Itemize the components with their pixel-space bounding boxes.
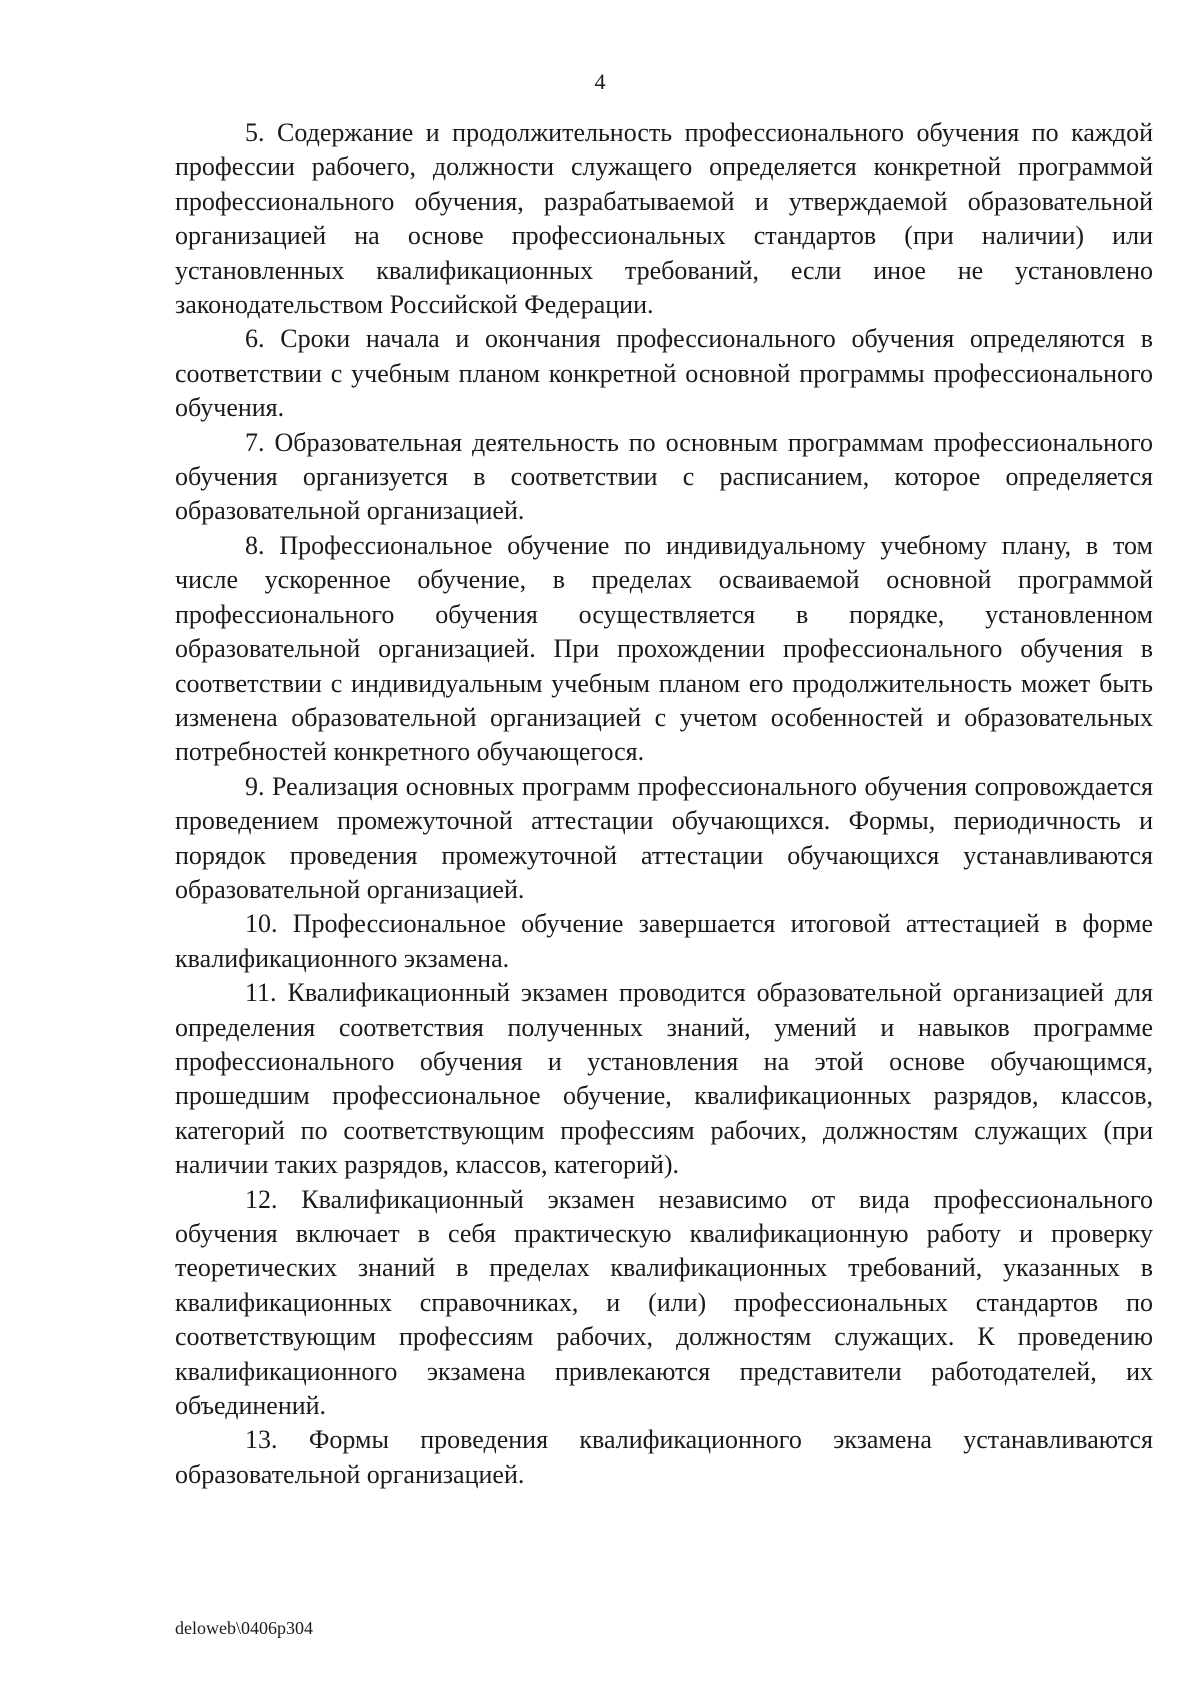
paragraph-12: 12. Квалификационный экзамен независимо от вида профессионального обучения включает в себя практическую квалификационную работу и проверку теоретических знаний в пределах квалификационных требований, указанных в квалификационных справочниках, и (или) профессиональных стандартов по соответствующим профессиям рабочих, должностям служащих. К проведению квалификационного экзамена привлекаются представители работодателей, их объединений. (175, 1184, 1153, 1421)
paragraph-13: 13. Формы проведения квалификационного экзамена устанавливаются образовательной организацией. (175, 1425, 1153, 1489)
paragraph-6: 6. Сроки начала и окончания профессионального обучения определяются в соответствии с учебным планом конкретной основной программы профессионального обучения. (175, 324, 1153, 423)
document-body (175, 116, 1153, 1492)
paragraph-7: 7. Образовательная деятельность по основным программам профессионального обучения организуется в соответствии с расписанием, которое определяется образовательной организацией. (175, 427, 1153, 526)
paragraph-11: 11. Квалификационный экзамен проводится образовательной организацией для определения соответствия полученных знаний, умений и навыков программе профессионального обучения и установления на этой основе обучающимся, прошедшим профессиональное обучение, квалификационных разрядов, классов, категорий по соответствующим профессиям рабочих, должностям служащих (при наличии таких разрядов, классов, категорий). (175, 978, 1153, 1180)
page-number: 4 (594, 69, 606, 94)
paragraph-5: 5. Содержание и продолжительность профессионального обучения по каждой профессии рабочего, должности служащего определяется конкретной программой профессионального обучения, разрабатываемой и утверждаемой образовательной организацией на основе профессиональных стандартов (при наличии) или установленных квалификационных требований, если иное не установлено законодательством Российской Федерации. (175, 118, 1153, 320)
paragraph-9: 9. Реализация основных программ профессионального обучения сопровождается проведением промежуточной аттестации обучающихся. Формы, периодичность и порядок проведения промежуточной аттестации обучающихся устанавливаются образовательной организацией. (175, 771, 1153, 904)
document-footer-code: deloweb\0406p304 (175, 1618, 313, 1638)
paragraph-8: 8. Профессиональное обучение по индивидуальному учебному плану, в том числе ускоренное обучение, в пределах осваиваемой основной программой профессионального обучения осуществляется в порядке, установленном образовательной организацией. При прохождении профессионального обучения в соответствии с индивидуальным учебным планом его продолжительность может быть изменена образовательной организацией с учетом особенностей и образовательных потребностей конкретного обучающегося. (175, 530, 1153, 767)
paragraph-10: 10. Профессиональное обучение завершается итоговой аттестацией в форме квалификационного экзамена. (175, 909, 1153, 973)
